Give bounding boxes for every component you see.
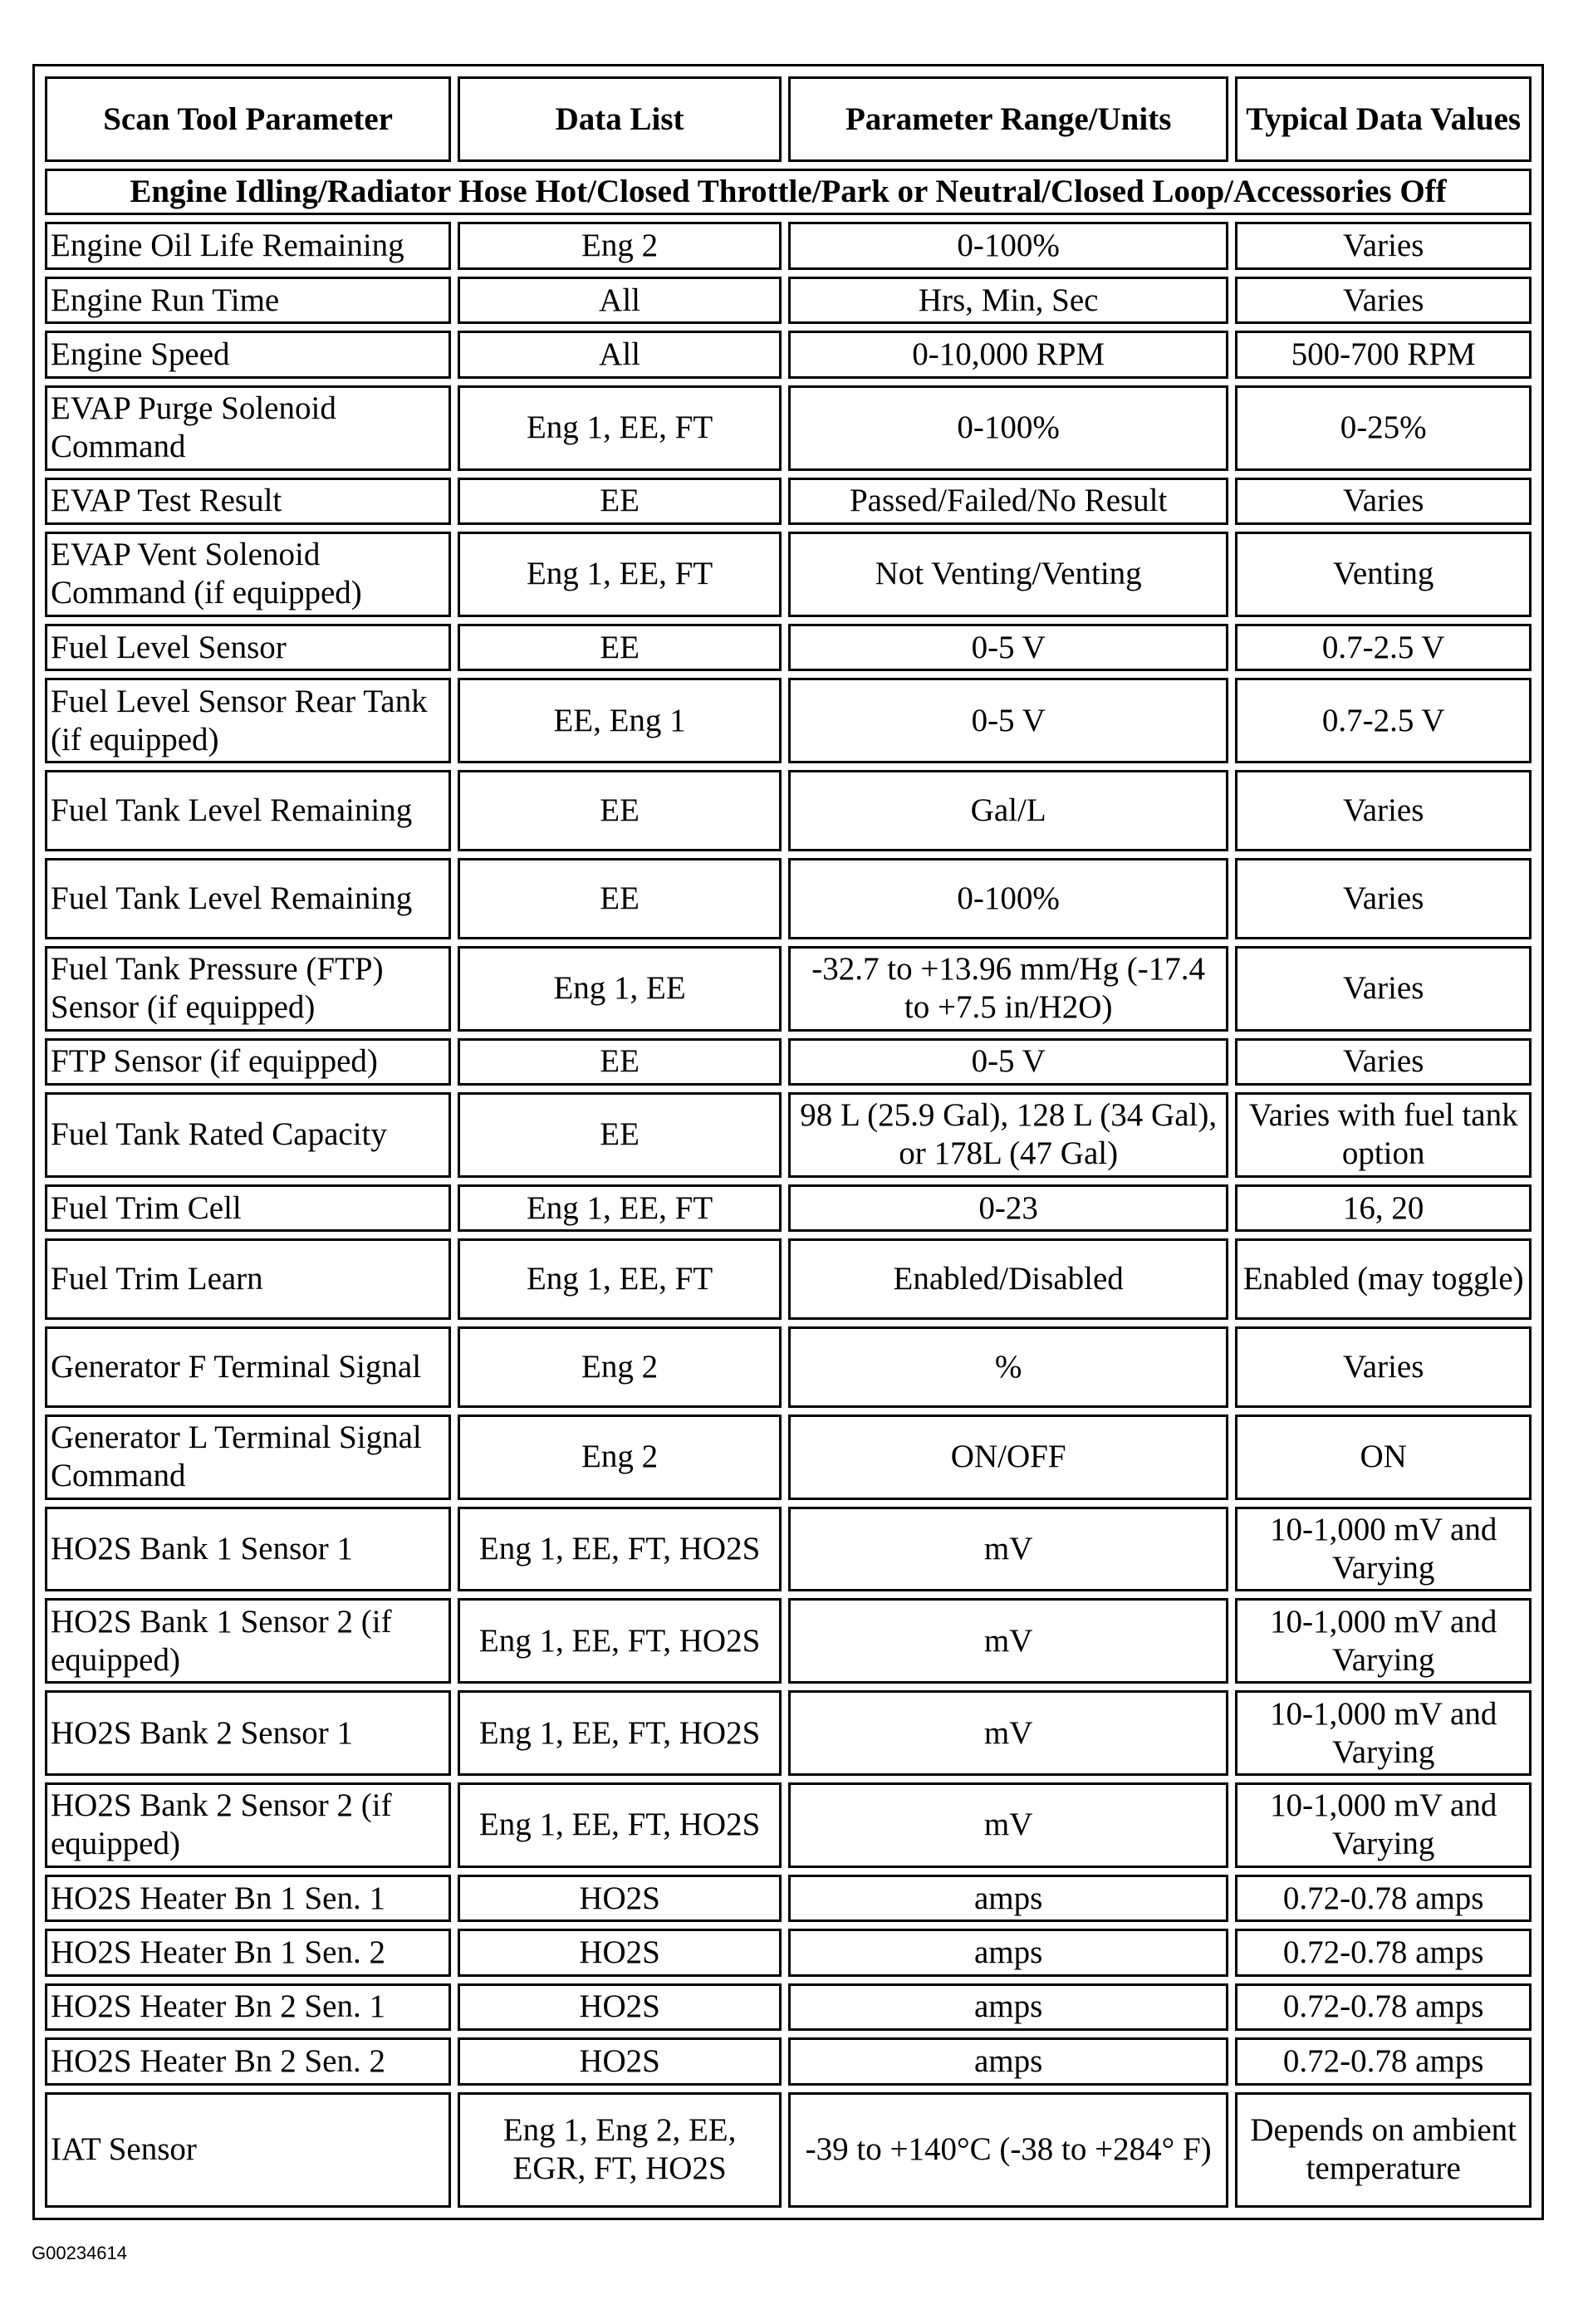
param-cell: Fuel Level Sensor Rear Tank (if equipped) <box>45 678 451 763</box>
param-cell: Fuel Tank Level Remaining <box>45 858 451 939</box>
typical-value-cell: 0.72-0.78 amps <box>1235 1929 1532 1976</box>
range-cell: mV <box>788 1507 1228 1592</box>
range-cell: Hrs, Min, Sec <box>788 277 1228 324</box>
param-cell: EVAP Vent Solenoid Command (if equipped) <box>45 532 451 617</box>
figure-code: G00234614 <box>32 2243 127 2263</box>
table-row <box>45 1326 1532 1408</box>
typical-value-cell: 500-700 RPM <box>1235 331 1532 378</box>
typical-value-cell: 0-25% <box>1235 385 1532 471</box>
typical-value-cell: 10-1,000 mV and Varying <box>1235 1598 1532 1684</box>
typical-value-cell: 10-1,000 mV and Varying <box>1235 1507 1532 1592</box>
range-cell: amps <box>788 1929 1228 1976</box>
data-list-cell: EE <box>458 770 782 851</box>
typical-value-cell: Varies <box>1235 1326 1532 1408</box>
param-cell: Fuel Tank Pressure (FTP) Sensor (if equipped) <box>45 946 451 1032</box>
table-row <box>45 1238 1532 1320</box>
param-cell: HO2S Heater Bn 2 Sen. 2 <box>45 2037 451 2085</box>
param-cell: Fuel Trim Cell <box>45 1184 451 1232</box>
data-list-cell: All <box>458 331 782 378</box>
param-cell: Fuel Level Sensor <box>45 624 451 671</box>
table-row <box>45 1690 1532 1776</box>
range-cell: 0-100% <box>788 222 1228 269</box>
table-row <box>45 770 1532 851</box>
data-list-cell: Eng 1, Eng 2, EE, EGR, FT, HO2S <box>458 2092 782 2208</box>
header-parameter-range-units: Parameter Range/Units <box>788 76 1228 162</box>
table-row <box>45 946 1532 1032</box>
typical-value-cell: Venting <box>1235 532 1532 617</box>
param-cell: IAT Sensor <box>45 2092 451 2208</box>
table-row <box>45 624 1532 671</box>
range-cell: 0-100% <box>788 858 1228 939</box>
table-row <box>45 678 1532 763</box>
range-cell: 0-5 V <box>788 1038 1228 1086</box>
table-row <box>45 1092 1532 1178</box>
param-cell: Engine Speed <box>45 331 451 378</box>
param-cell: Fuel Tank Rated Capacity <box>45 1092 451 1178</box>
param-cell: EVAP Test Result <box>45 478 451 525</box>
data-list-cell: Eng 1, EE, FT <box>458 1184 782 1232</box>
typical-value-cell: Varies <box>1235 222 1532 269</box>
param-cell: HO2S Bank 2 Sensor 1 <box>45 1690 451 1776</box>
table-row <box>45 1415 1532 1500</box>
table-frame <box>32 64 1544 2220</box>
table-row <box>45 1875 1532 1922</box>
range-cell: amps <box>788 2037 1228 2085</box>
data-list-cell: Eng 1, EE, FT, HO2S <box>458 1598 782 1684</box>
range-cell: amps <box>788 1983 1228 2031</box>
typical-value-cell: 0.72-0.78 amps <box>1235 1875 1532 1922</box>
section-heading: Engine Idling/Radiator Hose Hot/Closed Throttle/Park or Neutral/Closed Loop/Accessories Off <box>45 169 1532 215</box>
data-list-cell: Eng 1, EE, FT, HO2S <box>458 1690 782 1776</box>
data-list-cell: HO2S <box>458 1983 782 2031</box>
typical-value-cell: ON <box>1235 1415 1532 1500</box>
table-row <box>45 1184 1532 1232</box>
param-cell: HO2S Heater Bn 2 Sen. 1 <box>45 1983 451 2031</box>
param-cell: HO2S Heater Bn 1 Sen. 1 <box>45 1875 451 1922</box>
data-list-cell: EE, Eng 1 <box>458 678 782 763</box>
table-row <box>45 385 1532 471</box>
range-cell: 0-10,000 RPM <box>788 331 1228 378</box>
param-cell: HO2S Bank 1 Sensor 1 <box>45 1507 451 1592</box>
param-cell: HO2S Bank 2 Sensor 2 (if equipped) <box>45 1782 451 1868</box>
param-cell: EVAP Purge Solenoid Command <box>45 385 451 471</box>
typical-value-cell: 16, 20 <box>1235 1184 1532 1232</box>
table-row <box>45 858 1532 939</box>
typical-value-cell: 0.7-2.5 V <box>1235 624 1532 671</box>
range-cell: amps <box>788 1875 1228 1922</box>
table-row <box>45 277 1532 324</box>
range-cell: mV <box>788 1690 1228 1776</box>
table-row <box>45 1038 1532 1086</box>
param-cell: Fuel Tank Level Remaining <box>45 770 451 851</box>
range-cell: 0-5 V <box>788 624 1228 671</box>
param-cell: HO2S Bank 1 Sensor 2 (if equipped) <box>45 1598 451 1684</box>
data-list-cell: Eng 1, EE, FT, HO2S <box>458 1782 782 1868</box>
table-row <box>45 2092 1532 2208</box>
data-list-cell: Eng 2 <box>458 1326 782 1408</box>
data-list-cell: Eng 2 <box>458 1415 782 1500</box>
typical-value-cell: Varies <box>1235 770 1532 851</box>
param-cell: Generator L Terminal Signal Command <box>45 1415 451 1500</box>
scan-tool-data-table <box>38 70 1538 2214</box>
data-list-cell: Eng 2 <box>458 222 782 269</box>
range-cell: ON/OFF <box>788 1415 1228 1500</box>
typical-value-cell: 10-1,000 mV and Varying <box>1235 1782 1532 1868</box>
data-list-cell: HO2S <box>458 1929 782 1976</box>
header-row <box>45 76 1532 162</box>
data-list-cell: EE <box>458 858 782 939</box>
data-list-cell: EE <box>458 1092 782 1178</box>
table-row <box>45 1507 1532 1592</box>
header-scan-tool-parameter: Scan Tool Parameter <box>45 76 451 162</box>
range-cell: 98 L (25.9 Gal), 128 L (34 Gal), or 178L (47 Gal) <box>788 1092 1228 1178</box>
table-row <box>45 2037 1532 2085</box>
typical-value-cell: Enabled (may toggle) <box>1235 1238 1532 1320</box>
typical-value-cell: Varies <box>1235 1038 1532 1086</box>
param-cell: Generator F Terminal Signal <box>45 1326 451 1408</box>
range-cell: Not Venting/Venting <box>788 532 1228 617</box>
data-list-cell: All <box>458 277 782 324</box>
range-cell: Enabled/Disabled <box>788 1238 1228 1320</box>
range-cell: mV <box>788 1782 1228 1868</box>
range-cell: 0-100% <box>788 385 1228 471</box>
header-data-list: Data List <box>458 76 782 162</box>
typical-value-cell: Varies <box>1235 858 1532 939</box>
data-list-cell: Eng 1, EE <box>458 946 782 1032</box>
typical-value-cell: 0.72-0.78 amps <box>1235 1983 1532 2031</box>
typical-value-cell: 10-1,000 mV and Varying <box>1235 1690 1532 1776</box>
data-list-cell: Eng 1, EE, FT <box>458 532 782 617</box>
data-list-cell: Eng 1, EE, FT <box>458 385 782 471</box>
range-cell: mV <box>788 1598 1228 1684</box>
param-cell: HO2S Heater Bn 1 Sen. 2 <box>45 1929 451 1976</box>
param-cell: FTP Sensor (if equipped) <box>45 1038 451 1086</box>
data-list-cell: EE <box>458 1038 782 1086</box>
param-cell: Engine Run Time <box>45 277 451 324</box>
table-row <box>45 1983 1532 2031</box>
data-list-cell: HO2S <box>458 1875 782 1922</box>
range-cell: % <box>788 1326 1228 1408</box>
section-row <box>45 169 1532 215</box>
range-cell: Gal/L <box>788 770 1228 851</box>
range-cell: -32.7 to +13.96 mm/Hg (-17.4 to +7.5 in/H2O) <box>788 946 1228 1032</box>
range-cell: Passed/Failed/No Result <box>788 478 1228 525</box>
table-row <box>45 532 1532 617</box>
typical-value-cell: 0.7-2.5 V <box>1235 678 1532 763</box>
range-cell: -39 to +140°C (-38 to +284° F) <box>788 2092 1228 2208</box>
header-typical-data-values: Typical Data Values <box>1235 76 1532 162</box>
table-row <box>45 331 1532 378</box>
table-row <box>45 478 1532 525</box>
typical-value-cell: Depends on ambient temperature <box>1235 2092 1532 2208</box>
table-row <box>45 1782 1532 1868</box>
typical-value-cell: Varies <box>1235 277 1532 324</box>
param-cell: Engine Oil Life Remaining <box>45 222 451 269</box>
range-cell: 0-23 <box>788 1184 1228 1232</box>
data-list-cell: Eng 1, EE, FT, HO2S <box>458 1507 782 1592</box>
table-row <box>45 1598 1532 1684</box>
typical-value-cell: 0.72-0.78 amps <box>1235 2037 1532 2085</box>
data-list-cell: EE <box>458 478 782 525</box>
data-list-cell: EE <box>458 624 782 671</box>
param-cell: Fuel Trim Learn <box>45 1238 451 1320</box>
data-list-cell: HO2S <box>458 2037 782 2085</box>
data-list-cell: Eng 1, EE, FT <box>458 1238 782 1320</box>
typical-value-cell: Varies <box>1235 478 1532 525</box>
table-row <box>45 1929 1532 1976</box>
table-row <box>45 222 1532 269</box>
typical-value-cell: Varies with fuel tank option <box>1235 1092 1532 1178</box>
typical-value-cell: Varies <box>1235 946 1532 1032</box>
range-cell: 0-5 V <box>788 678 1228 763</box>
